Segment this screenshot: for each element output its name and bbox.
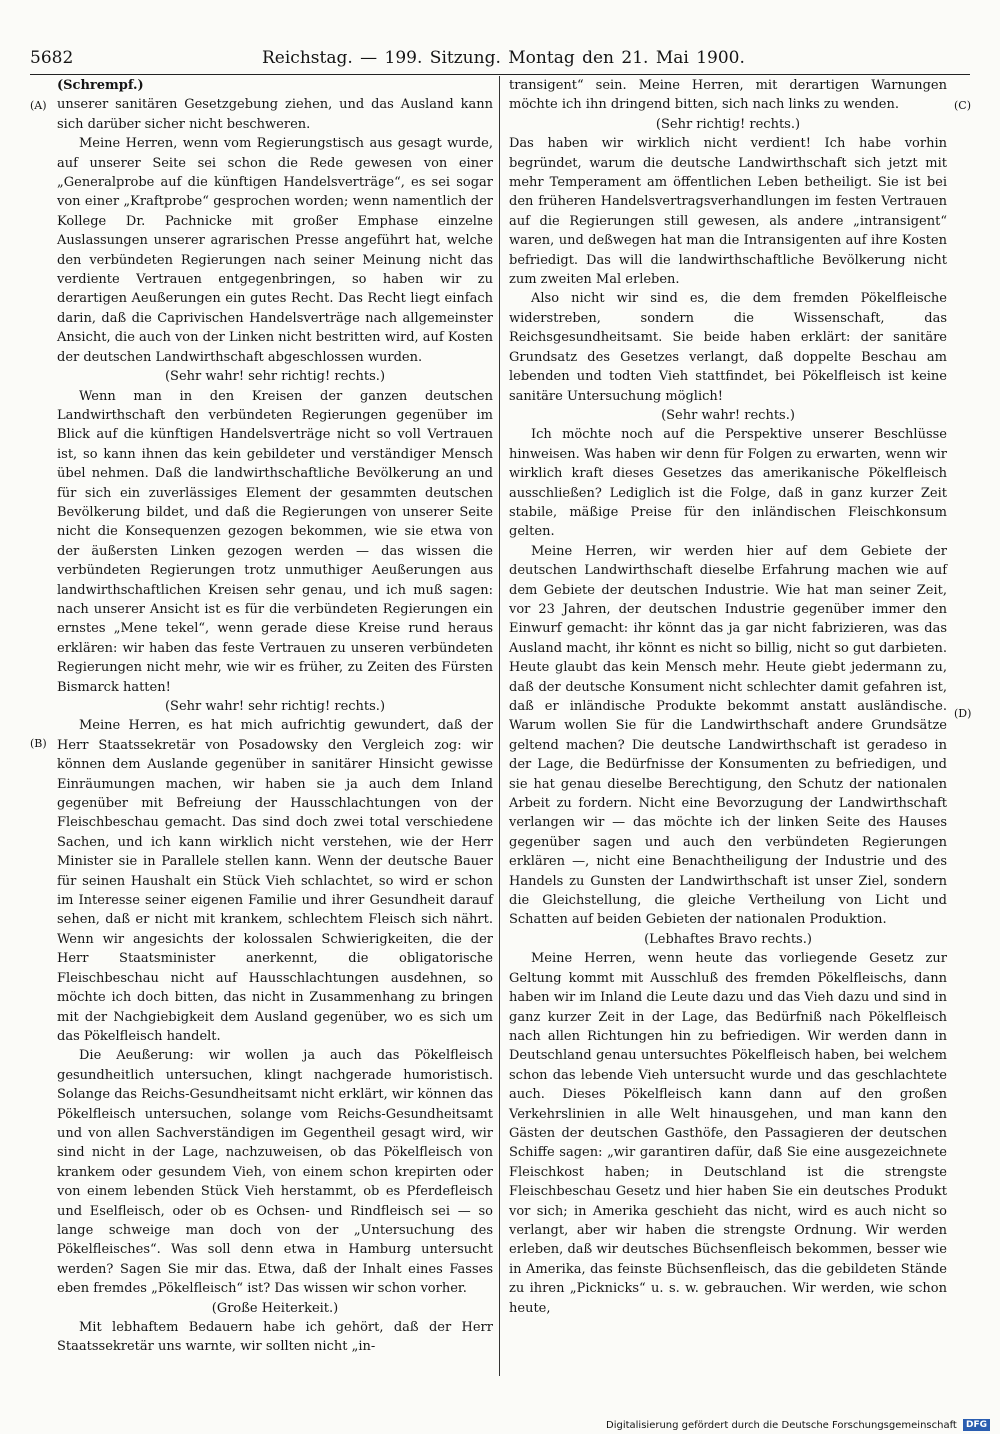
header-rule — [30, 74, 970, 75]
paragraph: unserer sanitären Gesetzgebung ziehen, und das Ausland kann sich darüber sicher nicht beschweren. — [57, 97, 493, 132]
margin-marker-b: (B) — [30, 737, 47, 750]
left-column — [57, 76, 493, 1357]
credit-text: Digitalisierung gefördert durch die Deutsche Forschungsgemeinschaft — [606, 1420, 957, 1431]
page-header — [30, 44, 970, 72]
audience-reaction: (Sehr richtig! rechts.) — [655, 116, 801, 132]
page-number: 5682 — [30, 48, 74, 68]
margin-marker-d: (D) — [954, 707, 972, 720]
paragraph: Meine Herren, wenn vom Regierungstisch aus gesagt wurde, auf unserer Seite sei schon die Rede gewesen von einer „Generalprobe auf die künftigen Handelsverträge“, es sei sogar von einer „Kraftprobe“ gesprochen worden; wenn namentlich der Kollege Dr. Pachnicke mit großer Emphase einzelne Auslassungen unserer agrarischen Presse angeführt hat, welche den verbündeten Regierungen nach seiner Meinung nicht das verdiente Vertrauen entgegenbringen, so haben wir zu derartigen Aeußerungen ein gutes Recht. Das Recht liegt einfach darin, daß die Caprivischen Handelsverträge nach allgemeinster Ansicht, die auch von der Linken nicht bestritten wird, auf Kosten der deutschen Landwirthschaft abgeschlossen wurden. — [57, 136, 493, 365]
column-divider — [499, 76, 500, 1376]
audience-reaction: (Sehr wahr! rechts.) — [661, 407, 795, 423]
paragraph: Meine Herren, wenn heute das vorliegende Gesetz zur Geltung kommt mit Ausschluß des fremden Pökelfleischs, dann haben wir im Inland die Leute dazu und das Vieh dazu und sind in ganz kurzer Zeit in der Lage, das Bedürfniß nach Pökelfleisch nach allen Richtungen hin zu befriedigen. Wir werden dann in Deutschland genau untersuchtes Pökelfleisch haben, bei welchem schon das lebende Vieh untersucht wurde und das geschlachtete auch. Dieses Pökelfleisch kann dann auf den großen Verkehrslinien in alle Welt hinausgehen, und man kann den Gästen der deutschen Gasthöfe, den Passagieren der deutschen Schiffe sagen: „wir garantiren dafür, daß Sie eine ausgezeichnete Fleischkost haben; in Deutschland ist die strengste Fleischbeschau Gesetz und hier haben Sie ein deutsches Produkt vor sich; in Amerika geschieht das nicht, wird es auch nicht so verlangt, aber wir haben die strengste Ordnung. Wir werden erleben, daß wir deutsches Büchsenfleisch bekommen, besser wie in Amerika, das feinste Büchsenfleisch, das die gebildeten Stände zu ihren „Picknicks“ u. s. w. gebrauchen. Wir werden, wie schon heute, — [509, 951, 947, 1316]
dfg-logo: DFG — [963, 1419, 990, 1431]
running-head: Reichstag. — 199. Sitzung. Montag den 21. Mai 1900. — [262, 48, 745, 68]
paragraph: Also nicht wir sind es, die dem fremden Pökelfleische widerstreben, sondern die Wissenschaft, das Reichsgesundheitsamt. Sie beide haben erklärt: der sanitäre Grundsatz des Gesetzes verlangt, daß doppelte Beschau am lebenden und todten Vieh stattfindet, bei Pökelfleisch ist keine sanitäre Untersuchung möglich! — [509, 291, 947, 404]
paragraph: Ich möchte noch auf die Perspektive unserer Beschlüsse hinweisen. Was haben wir denn für Folgen zu erwarten, wenn wir wirklich kraft dieses Gesetzes das amerikanische Pökelfleisch ausschließen? Lediglich ist die Folge, daß in ganz kurzer Zeit stabile, mäßige Preise für den inländischen Fleischkonsum gelten. — [509, 427, 947, 540]
right-column — [509, 76, 947, 1318]
speaker-name: (Schrempf.) — [57, 78, 144, 93]
audience-reaction: (Lebhaftes Bravo rechts.) — [644, 931, 812, 947]
audience-reaction: (Sehr wahr! sehr richtig! rechts.) — [164, 369, 386, 385]
paragraph: Das haben wir wirklich nicht verdient! Ich habe vorhin begründet, warum die deutsche Landwirthschaft sich jetzt mit mehr Temperament am öffentlichen Leben betheiligt. Sie ist bei den früheren Handelsvertragsverhandlungen im festen Vertrauen auf die Regierungen still gewesen, als andere „intransigent“ waren, und deßwegen hat man die Intransigenten auf ihre Kosten befriedigt. Das will die landwirthschaftliche Bevölkerung nicht zum zweiten Mal erleben. — [509, 136, 947, 288]
digitization-credit — [606, 1419, 988, 1433]
paragraph: Mit lebhaftem Bedauern habe ich gehört, daß der Herr Staatssekretär uns warnte, wir sollten nicht „in- — [57, 1320, 493, 1355]
margin-marker-c: (C) — [954, 99, 971, 112]
audience-reaction: (Große Heiterkeit.) — [211, 1300, 339, 1316]
paragraph: Wenn man in den Kreisen der ganzen deutschen Landwirthschaft den verbündeten Regierungen gegenüber im Blick auf die künftigen Handelsverträge nicht so voll Vertrauen ist, so kann ihnen das kein gebildeter und verständiger Mensch übel nehmen. Daß die landwirthschaftliche Bevölkerung an und für sich ein zuverlässiges Element der gesammten deutschen Bevölkerung bildet, und daß die Regierungen von unserer Seite nicht die Konsequenzen gezogen bekommen, wie sie etwa von der äußersten Linken gezogen werden — das wissen die verbündeten Regierungen trotz unmuthiger Aeußerungen aus landwirthschaftlichen Kreisen sehr genau, und ich muß sagen: nach unserer Ansicht ist es für die verbündeten Regierungen ein ernstes „Mene tekel“, wenn gerade diese Kreise rund heraus erklären: wir haben das feste Vertrauen zu unseren verbündeten Regierungen nicht mehr, wie wir es früher, zu Zeiten des Fürsten Bismarck hatten! — [57, 388, 493, 695]
paragraph: Meine Herren, wir werden hier auf dem Gebiete der deutschen Landwirthschaft dieselbe Erfahrung machen wie auf dem Gebiete der deutschen Industrie. Wie hat man seiner Zeit, vor 23 Jahren, der deutschen Industrie gegenüber immer den Einwurf gemacht: ihr könnt das ja gar nicht fabrizieren, was das Ausland macht, ihr könnt es nicht so billig, nicht so gut darbieten. Heute glaubt das kein Mensch mehr. Heute giebt jedermann zu, daß der deutsche Konsument nicht schlechter damit gefahren ist, daß er inländische Produkte bekommt anstatt ausländische. Warum wollen Sie für die Landwirthschaft andere Grundsätze geltend machen? Die deutsche Landwirthschaft ist geradeso in der Lage, die Bedürfnisse der Konsumenten zu befriedigen, und sie hat genau dieselbe Berechtigung, den Schutz der nationalen Arbeit zu fordern. Nicht eine Bevorzugung der Landwirthschaft verlangen wir — das möchte ich der linken Seite des Hauses gegenüber sagen und auch den verbündeten Regierungen erklären —, nicht eine Benachtheiligung der Industrie und des Handels zu Gunsten der Landwirthschaft ist unser Ziel, sondern die Gleichstellung, die gleiche Vertheilung von Licht und Schatten auf beiden Gebieten der nationalen Produktion. — [509, 543, 947, 928]
audience-reaction: (Sehr wahr! sehr richtig! rechts.) — [164, 699, 386, 714]
paragraph: transigent“ sein. Meine Herren, mit derartigen Warnungen möchte ich ihn dringend bitten, sich nach links zu wenden. — [509, 78, 947, 113]
margin-marker-a: (A) — [30, 99, 47, 112]
paragraph: Die Aeußerung: wir wollen ja auch das Pökelfleisch gesundheitlich untersuchen, klingt nachgerade humoristisch. Solange das Reichs-Gesundheitsamt nicht erklärt, wir können das Pökelfleisch untersuchen, solange vom Reichs-Gesundheitsamt und von allen Sachverständigen im Gegentheil gesagt wird, wir sind nicht in der Lage, nachzuweisen, ob das Pökelfleisch von krankem oder gesundem Vieh, von einem schon krepirten oder von einem lebenden Stück Vieh herstammt, ob es Pferdefleisch und Eselfleisch, oder ob es Ochsen- und Rindfleisch sei — so lange schweige man doch von der „Untersuchung des Pökelfleisches“. Was soll denn etwa in Hamburg untersucht werden? Sagen Sie mir das. Etwa, daß der Inhalt eines Fasses eben fremdes „Pökelfleisch“ ist? Das wissen wir schon vorher. — [57, 1048, 493, 1297]
paragraph: Meine Herren, es hat mich aufrichtig gewundert, daß der Herr Staatssekretär von Posadowsky den Vergleich zog: wir können dem Auslande gegenüber in sanitärer Hinsicht gewisse Einräumungen machen, wir haben sie ja auch dem Inland gegenüber mit Befreiung der Hausschlachtungen von der Fleischbeschau gemacht. Das sind doch zwei total verschiedene Sachen, und ich kann wirklich nicht verstehen, wie der Herr Minister sie in Parallele stellen kann. Wenn der deutsche Bauer für seinen Haushalt ein Stück Vieh schlachtet, so wird er schon im Interesse seiner eigenen Familie und ihrer Gesundheit darauf sehen, daß er nicht mit krankem, schlechtem Fleisch sich nährt. Wenn wir angesichts der kolossalen Schwierigkeiten, die der Herr Staatsminister anerkennt, die obligatorische Fleischbeschau nicht auf Hausschlachtungen ausdehnen, so möchte ich doch bitten, das nicht in Zusammenhang zu bringen mit der Nachgiebigkeit dem Ausland gegenüber, wo es sich um das Pökelfleisch handelt. — [57, 718, 493, 1044]
